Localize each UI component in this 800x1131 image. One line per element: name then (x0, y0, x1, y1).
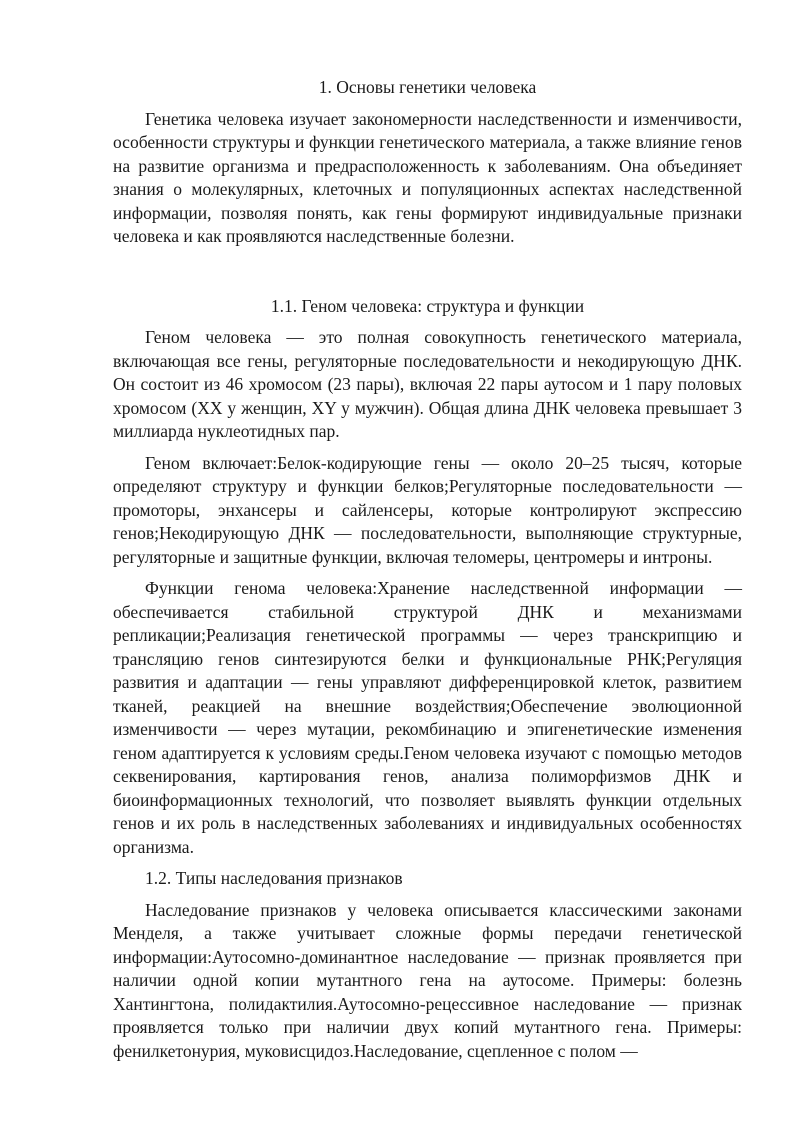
section-1-paragraph: Генетика человека изучает закономерности наследственности и изменчивости, особенности структуры и функции генетического материала, а также влияние генов на развитие организма и предрасположенность к заболеваниям. Она объединяет знания о молекулярных, клеточных и популяционных аспектах наследственной информации, позволяя понять, как гены формируют индивидуальные признаки человека и как проявляются наследственные болезни. (113, 108, 742, 246)
section-1-2-heading: 1.2. Типы наследования признаков (145, 868, 403, 888)
section-1-1-paragraph-genome-contents: Геном включает:Белок-кодирующие гены — около 20–25 тысяч, которые определяют структуру и функции белков;Регуляторные последовательности — промоторы, энхансеры и сайленсеры, которые контролируют экспрессию генов;Некодирующую ДНК — последовательности, выполняющие структурные, регуляторные и защитные функции, включая теломеры, центромеры и интроны. (113, 452, 742, 567)
section-1-1-paragraph-genome-functions: Функции генома человека:Хранение наследственной информации — обеспечивается стабильной структурой ДНК и механизмами репликации;Реализация генетической программы — через транскрипцию и трансляцию генов синтезируются белки и функциональные РНК;Регуляция развития и адаптации — гены управляют дифференцировкой клеток, развитием тканей, реакцией на внешние воздействия;Обеспечение эволюционной изменчивости — через мутации, рекомбинацию и эпигенетические изменения геном адаптируется к условиям среды.Геном человека изучают с помощью методов секвенирования, картирования генов, анализа полиморфизмов ДНК и биоинформационных технологий, что позволяет выявлять функции отдельных генов и их роль в наследственных заболеваниях и индивидуальных особенностях организма. (113, 578, 742, 857)
section-1-1-heading: 1.1. Геном человека: структура и функции (270, 295, 585, 316)
section-1-1-paragraph-genome-definition: Геном человека — это полная совокупность генетического материала, включающая все гены, регуляторные последовательности и некодирующую ДНК. Он состоит из 46 хромосом (23 пары), включая 22 пары аутосом и 1 пару половых хромосом (XX у женщин, XY у мужчин). Общая длина ДНК человека превышает 3 миллиарда нуклеотидных пар. (113, 327, 742, 441)
document-content (113, 76, 742, 1063)
section-1-2-paragraph: Наследование признаков у человека описывается классическими законами Менделя, а также учитывает сложные формы передачи генетической информации:Аутосомно-доминантное наследование — признак проявляется при наличии одной копии мутантного гена на аутосоме. Примеры: болезнь Хантингтона, полидактилия.Аутосомно-рецессивное наследование — признак проявляется только при наличии двух копий мутантного гена. Примеры: фенилкетонурия, муковисцидоз.Наследование, сцепленное с полом — (113, 899, 742, 1061)
section-1-heading: 1. Основы генетики человека (318, 77, 537, 97)
